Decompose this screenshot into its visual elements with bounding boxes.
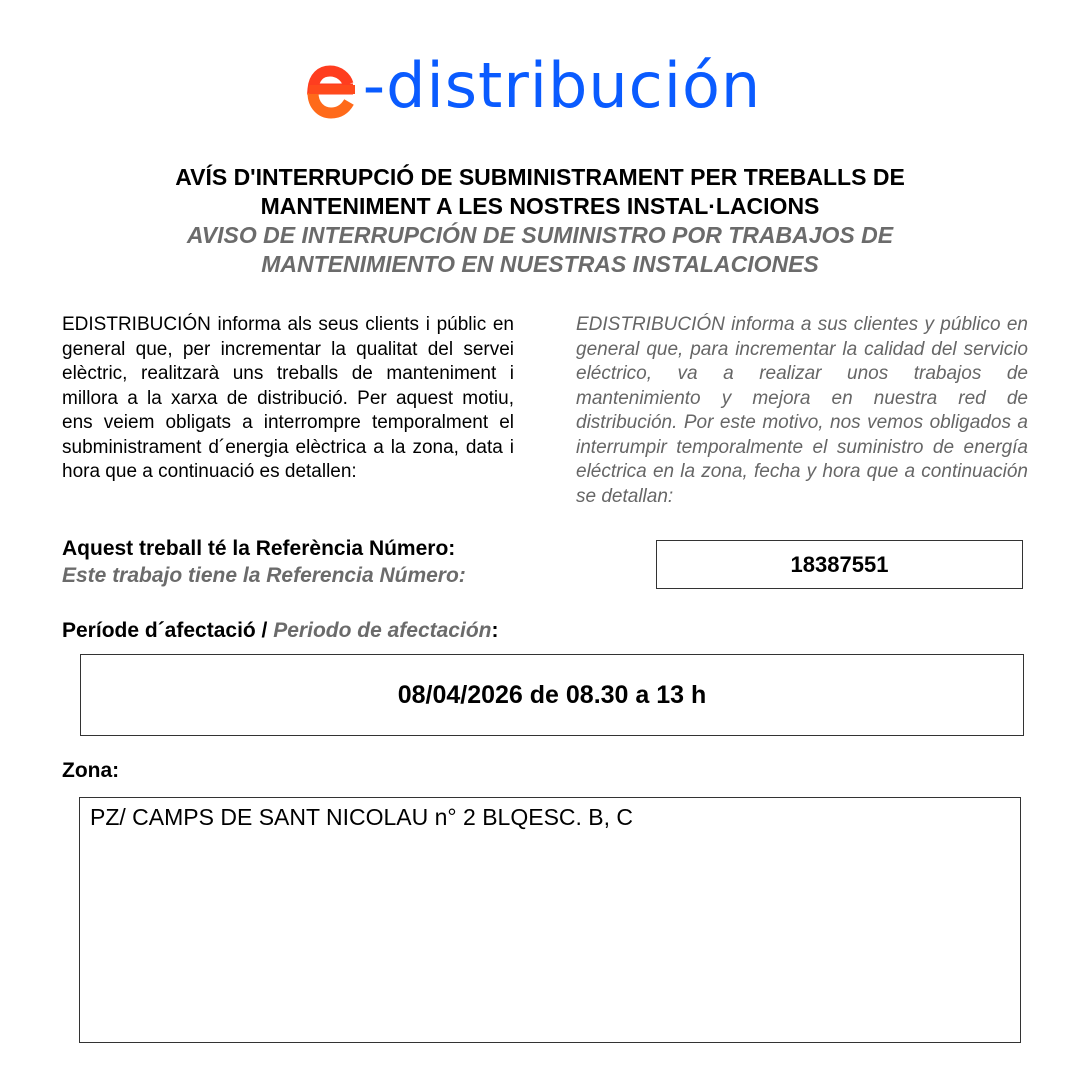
period-label-colon: : [491,619,499,642]
notice-titles [60,163,1020,279]
reference-label-catalan: Aquest treball té la Referència Número: [62,537,456,560]
zone-label: Zona: [62,759,120,782]
period-label-catalan: Període d´afectació / [62,619,268,642]
logo-wordmark: -distribución [362,49,762,122]
period-label-spanish: Periodo de afectación [273,619,492,642]
intro-spanish: EDISTRIBUCIÓN informa a sus clientes y público en general que, para incrementar la calidad del servicio eléctrico, va a realizar unos trabajos de mantenimiento y mejora en nuestra red de distribución. Por este motivo, nos vemos obligados a interrumpir temporalmente el suministro de energía eléctrica en la zona, fecha y hora que a continuación se detallan: [576,314,1028,507]
zone-box [79,797,1021,1043]
period-label [62,617,498,645]
title-spanish-line-1: AVISO DE INTERRUPCIÓN DE SUMINISTRO POR TRABAJOS DE [186,222,894,248]
brand-logo [0,50,1080,130]
period-value: 08/04/2026 de 08.30 a 13 h [397,680,707,709]
reference-number-box [656,540,1023,589]
period-box [80,654,1024,736]
e-logo-icon [299,55,359,125]
title-catalan-line-1: AVÍS D'INTERRUPCIÓ DE SUBMINISTRAMENT PER TREBALLS DE [175,164,905,190]
title-spanish-line-2: MANTENIMIENTO EN NUESTRAS INSTALACIONES [261,251,819,277]
intro-catalan: EDISTRIBUCIÓN informa als seus clients i públic en general que, per incrementar la qualitat del servei elèctric, realitzarà uns treballs de manteniment i millora a la xarxa de distribució. Per aquest motiu, ens veiem obligats a interrompre temporalment el subministrament d´energia elèctrica a la zona, data i hora que a continuació es detallen: [62,314,514,482]
reference-number: 18387551 [790,551,889,577]
zone-value: PZ/ CAMPS DE SANT NICOLAU n° 2 BLQESC. B, C [90,804,634,830]
title-catalan-line-2: MANTENIMENT A LES NOSTRES INSTAL·LACIONS [260,193,820,219]
reference-label-spanish: Este trabajo tiene la Referencia Número: [62,564,466,587]
reference-label [62,535,466,589]
